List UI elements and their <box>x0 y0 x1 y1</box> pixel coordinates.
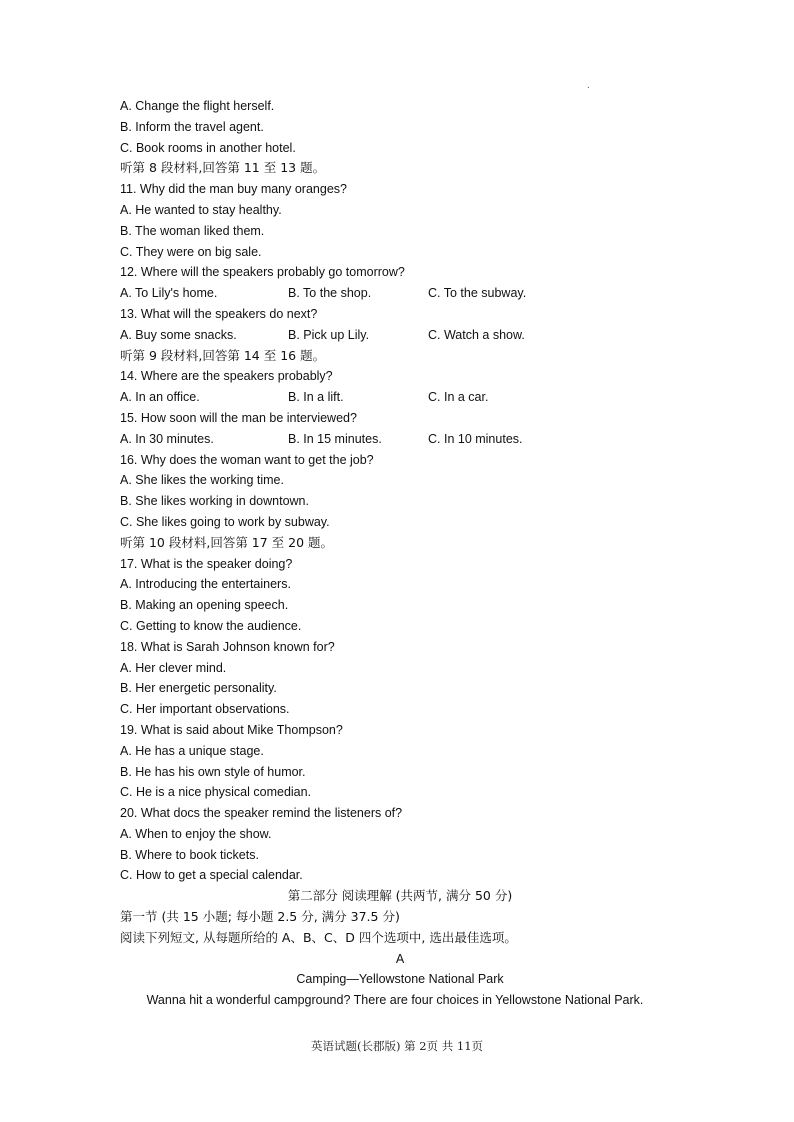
answer-line: B. Where to book tickets. <box>120 847 259 862</box>
answer-line: A. Her clever mind. <box>120 660 227 675</box>
answer-line: C. Book rooms in another hotel. <box>120 140 296 155</box>
answer-line: C. Her important observations. <box>120 702 290 717</box>
answer-line: C. He is a nice physical comedian. <box>120 785 312 800</box>
option-c: C. In 10 minutes. <box>428 431 523 446</box>
section-instruction: 听第 9 段材料,回答第 14 至 16 题。 <box>120 347 326 363</box>
section-instruction: 听第 10 段材料,回答第 17 至 20 题。 <box>120 534 334 550</box>
answer-line: A. He wanted to stay healthy. <box>120 202 282 217</box>
answer-line: A. Introducing the entertainers. <box>120 577 291 592</box>
question-line: 13. What will the speakers do next? <box>120 306 318 321</box>
answer-line: C. How to get a special calendar. <box>120 868 303 883</box>
answer-line: B. Making an opening speech. <box>120 598 289 613</box>
answer-line: C. They were on big sale. <box>120 244 262 259</box>
answer-line: A. She likes the working time. <box>120 473 284 488</box>
option-a: A. To Lily's home. <box>120 286 218 301</box>
page-marker: . <box>587 80 590 91</box>
question-line: 11. Why did the man buy many oranges? <box>120 182 347 197</box>
part-heading: 第二部分 阅读理解 (共两节, 满分 50 分) <box>287 888 513 904</box>
question-line: 12. Where will the speakers probably go tomorrow? <box>120 265 405 280</box>
question-line: 16. Why does the woman want to get the job? <box>120 452 374 467</box>
option-a: A. In an office. <box>120 390 200 405</box>
answer-line: A. He has a unique stage. <box>120 743 264 758</box>
option-b: B. Pick up Lily. <box>288 327 370 342</box>
option-row <box>120 283 680 304</box>
option-row <box>120 429 680 450</box>
question-line: 19. What is said about Mike Thompson? <box>120 722 343 737</box>
question-line: 15. How soon will the man be interviewed? <box>120 410 357 425</box>
answer-line: B. Inform the travel agent. <box>120 119 264 134</box>
answer-line: B. Her energetic personality. <box>120 681 277 696</box>
answer-line: C. She likes going to work by subway. <box>120 514 330 529</box>
answer-line: C. Getting to know the audience. <box>120 618 302 633</box>
answer-line: B. The woman liked them. <box>120 223 265 238</box>
section-instruction: 听第 8 段材料,回答第 11 至 13 题。 <box>120 160 326 176</box>
option-a: A. In 30 minutes. <box>120 431 214 446</box>
option-b: B. In a lift. <box>288 390 344 405</box>
option-c: C. Watch a show. <box>428 327 525 342</box>
section-instruction: 阅读下列短文, 从每题所给的 A、B、C、D 四个选项中, 选出最佳选项。 <box>120 929 517 945</box>
option-row <box>120 325 680 346</box>
question-line: 17. What is the speaker doing? <box>120 556 293 571</box>
answer-line: A. Change the flight herself. <box>120 99 275 113</box>
question-line: 18. What is Sarah Johnson known for? <box>120 639 335 654</box>
document-body <box>120 96 680 1011</box>
option-b: B. In 15 minutes. <box>288 431 382 446</box>
option-a: A. Buy some snacks. <box>120 327 237 342</box>
answer-line: B. She likes working in downtown. <box>120 494 309 509</box>
option-c: C. In a car. <box>428 390 489 405</box>
passage-intro: Wanna hit a wonderful campground? There are four choices in Yellowstone National Park. <box>146 993 644 1008</box>
page-footer: 英语试题(长郡版) 第 2页 共 11页 <box>310 1039 484 1053</box>
question-line: 14. Where are the speakers probably? <box>120 369 333 384</box>
passage-heading: Camping—Yellowstone National Park <box>296 972 504 987</box>
section-instruction: 第一节 (共 15 小题; 每小题 2.5 分, 满分 37.5 分) <box>120 909 400 925</box>
answer-line: B. He has his own style of humor. <box>120 764 306 779</box>
passage-heading: A <box>395 951 405 966</box>
option-row <box>120 387 680 408</box>
option-b: B. To the shop. <box>288 286 372 301</box>
option-c: C. To the subway. <box>428 286 527 301</box>
answer-line: A. When to enjoy the show. <box>120 826 272 841</box>
question-line: 20. What docs the speaker remind the listeners of? <box>120 806 403 821</box>
